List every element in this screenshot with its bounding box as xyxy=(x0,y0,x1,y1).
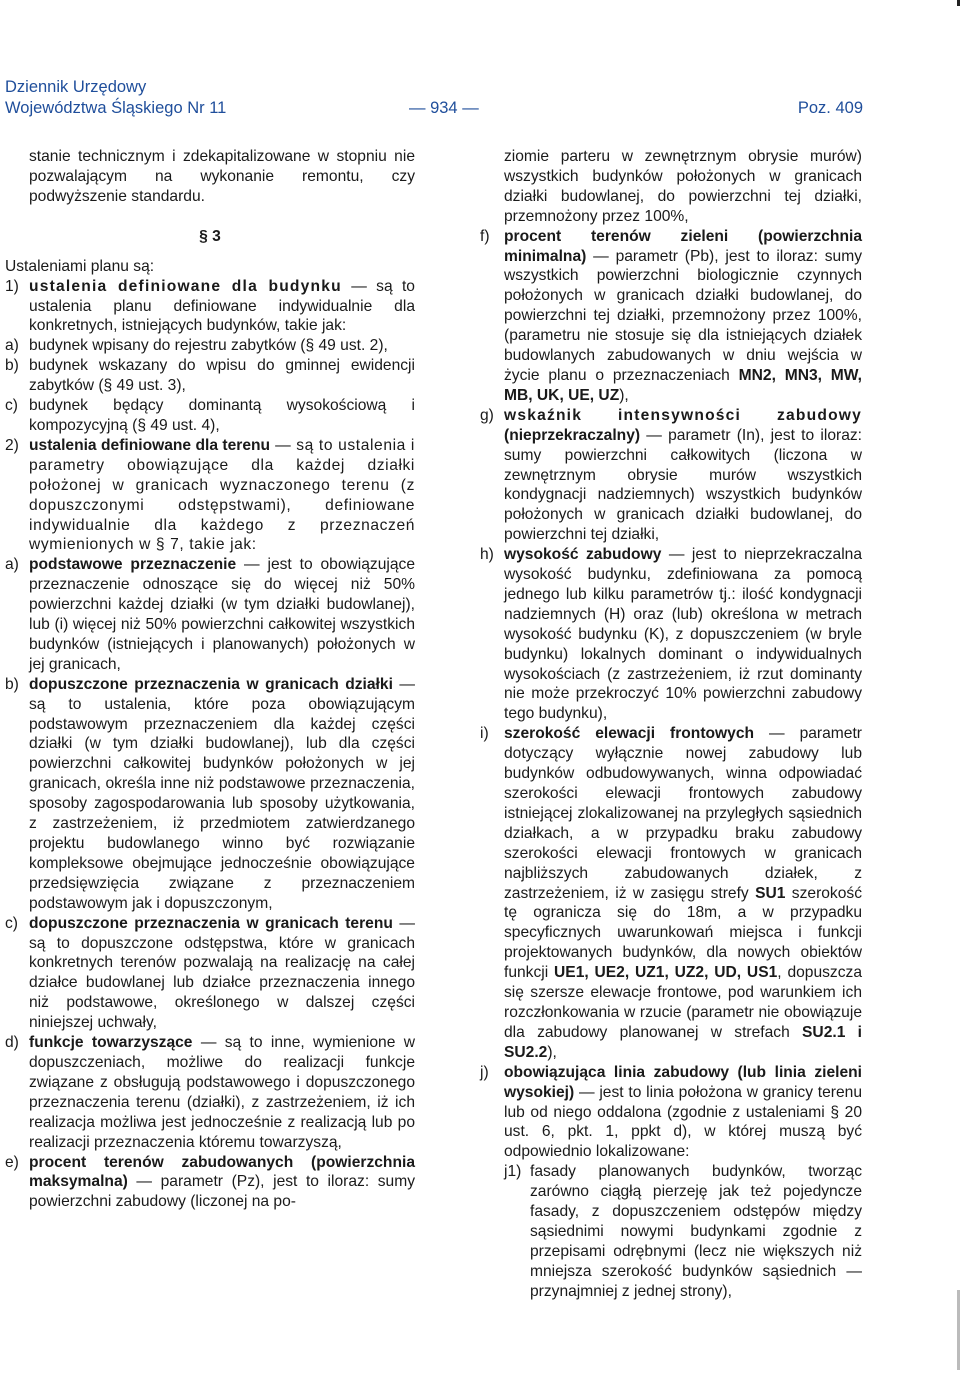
item-marker: f) xyxy=(480,227,490,245)
item-text: — jest to linia położona w granicy terenu lub od niego oddalona (zgodnie z ustaleniami § 20 ust. 6, pkt. 1, ppkt d), w której muszą być odpowiednio lokalizowane: xyxy=(504,1083,862,1161)
intro-paragraph: stanie technicznym i zdekapitalizowane w stopniu nie pozwalającym na wykonanie remontu, czy podwyższenie standardu. xyxy=(29,148,415,205)
list-item xyxy=(480,545,862,724)
item-text: szerokość tę ogranicza się do 18m, a w przypadku specyficznych uwarunkowań miejsca i funkcji projektowanych budynków, dla nowych obiektów funkcji xyxy=(504,884,862,982)
item-text: fasady planowanych budynków, tworząc zarówno ciągłą pierzeję jak też pojedyncze fasady, z dopuszczeniem odstępów między sąsiednimi nowymi budynkami zgodnie z przepisami odrębnymi (lecz nie większych niż mniejsza szerokość budynków sąsiednich — przynajmniej z jednej strony), xyxy=(530,1163,862,1300)
item-term: dopuszczone przeznaczenia w granicach terenu xyxy=(29,914,393,932)
item-marker: a) xyxy=(5,337,19,355)
item-text: — jest to nieprzekraczalna wysokość budynku, zdefiniowana za pomocą jednego lub kilku parametrów tj.: ilość kondygnacji nadziemnych (H) oraz (lub) określona w metrach wysokość budynku (K), z dopuszczeniem (w bryle budynku) lokalnych dominant o indywidualnych wysokościach (z zastrzeżeniem, iż rzut dominanty nie może przekroczyć 10% powierzchni zabudowy tego budynku), xyxy=(504,546,863,723)
item-text: budynek wpisany do rejestru zabytków (§ 49 ust. 2), xyxy=(29,337,388,355)
item-marker: h) xyxy=(480,546,494,564)
item-text: budynek wskazany do wpisu do gminnej ewidencji zabytków (§ 49 ust. 3), xyxy=(29,357,415,395)
item-text: — są to ustalenia i parametry obowiązujące dla każdej działki położonej w granicach wyznaczonego terenu (z dopuszczonymi odstępstwami), definiowane indywidualnie dla każdego z przeznaczeń wymienionych w § 7, takie jak: xyxy=(29,436,415,554)
zone-codes: MN2, MN3, MW, MB, UK, UE, UZ xyxy=(504,366,862,404)
lead-paragraph: Ustaleniami planu są: xyxy=(5,257,155,275)
item-term: obowiązująca linia zabudowy (lub linia zieleni wysokiej) xyxy=(504,1063,862,1101)
item-marker: i) xyxy=(480,725,489,743)
list-item xyxy=(480,1063,862,1163)
list-item xyxy=(5,555,415,674)
position-number: Poz. 409 xyxy=(797,99,863,117)
item-marker: a) xyxy=(5,556,19,574)
list-item xyxy=(5,436,415,555)
list-item xyxy=(5,277,415,337)
journal-title: Dziennik Urzędowy xyxy=(5,78,147,96)
item-term: wysokość zabudowy xyxy=(504,546,662,564)
item-marker: d) xyxy=(5,1034,19,1052)
item-text: — są to dopuszczone odstępstwa, które w granicach konkretnych terenów pozwalają na realizację na całej działce budowlanej lub działce przeznaczenia innego niż podstawowe, określonego w dalszej części niniejszej uchwały, xyxy=(29,914,415,1032)
continued-paragraph: ziomie parteru w zewnętrznym obrysie murów) wszystkich budynków położonych w granicach działki budowlanej, do powierzchni tej działki, przemnożony przez 100%, xyxy=(504,148,862,225)
item-term: procent terenów zieleni (powierzchnia minimalna) xyxy=(504,227,862,265)
item-text: — są to ustalenia, które poza obowiązującym podstawowym przeznaczeniem dla każdej części działki (w tym działki budowlanej), lub dla części powierzchni całkowitej budynków położonych w jej granicach, określa inne niż podstawowe przeznaczenia, sposoby zagospodarowania lub sposoby użytkowania, z zastrzeżeniem, iż przedmiotem zatwierdzanego projektu budowlanego winno być rozwiązanie kompleksowe obejmujące jednocześnie obowiązujące przedsięwzięcia związane z przeznaczeniem podstawowym jak i dopuszczonym, xyxy=(29,675,415,912)
item-marker: 1) xyxy=(5,277,19,295)
item-text: , dopuszcza się szersze elewacje frontowe, pod warunkiem ich rozczłonkowania w rzucie (parametr nie obowiązuje dla zabudowy planowanej w strefach xyxy=(504,964,862,1041)
item-marker: b) xyxy=(5,675,19,693)
item-marker: g) xyxy=(480,406,494,424)
item-term: ustalenia definiowane dla budynku xyxy=(29,277,342,295)
item-marker: b) xyxy=(5,357,19,375)
zone-codes: SU2.1 i SU2.2 xyxy=(504,1023,862,1061)
item-text: — są to inne, wymienione w dopuszczeniach, możliwe do realizacji funkcje związane z obsługują podstawowego i dopuszczonego przeznaczenia terenu (działki), z zastrzeżeniem, iż ich realizacja możliwa jest jednocześnie z realizacją lub po realizacji przeznaczenia któremu towarzyszą, xyxy=(29,1034,415,1151)
item-text: — parametr (Pb), jest to iloraz: sumy wszystkich powierzchni biologicznie czynnych położonych w granicach działki budowlanej, do powierzchni tej działki, przemnożony przez 100%, (parametru nie stosuje się dla istniejących działek budowlanych zabudowanych w dniu wejścia w życie planu o przeznaczeniach xyxy=(504,247,862,384)
item-marker: j1) xyxy=(504,1163,522,1181)
item-term: ustalenia definiowane dla terenu xyxy=(29,436,271,454)
item-text: budynek będący dominantą wysokościową i kompozycyjną (§ 49 ust. 4), xyxy=(29,397,415,434)
zone-code: SU1 xyxy=(755,884,786,902)
list-item xyxy=(5,1033,415,1152)
list-item xyxy=(480,227,862,406)
item-text: — parametr (In), jest to iloraz: sumy powierzchni całkowitych (liczona w zewnętrznym obrysie murów wszystkich kondygnacji nadziemnych) wszystkich budynków położonych w granicach działki budowlanej, do powierzchni tej działki, xyxy=(504,426,862,544)
list-item xyxy=(5,336,415,356)
list-item xyxy=(5,396,415,436)
left-column xyxy=(5,147,415,1212)
section-heading: § 3 xyxy=(199,227,221,245)
item-term-spaced: wskaźnik intensywności zabudowy xyxy=(504,406,862,424)
item-marker: j) xyxy=(480,1063,489,1081)
list-item xyxy=(504,1162,862,1301)
zone-codes: UE1, UE2, UZ1, UZ2, UD, US1 xyxy=(554,964,778,982)
page-header xyxy=(5,77,863,119)
item-marker: 2) xyxy=(5,436,19,454)
list-item xyxy=(5,1153,415,1213)
right-column xyxy=(480,147,862,1302)
item-term: szerokość elewacji frontowych xyxy=(504,725,755,743)
list-item xyxy=(5,356,415,396)
list-item xyxy=(5,675,415,914)
list-item xyxy=(480,724,862,1062)
item-marker: e) xyxy=(5,1153,19,1171)
page-number: — 934 — xyxy=(409,99,479,117)
item-term: podstawowe przeznaczenie xyxy=(29,556,237,574)
item-text: — parametr dotyczący wyłącznie nowej zabudowy lub budynków odbudowywanych, winna odpowiadać szerokości elewacji frontowych zabudowy istniejącej zlokalizowanej na przyległych sąsiednich działkach, a w przypadku braku zabudowy szerokości elewacji frontowych w granicach najbliższych zabudowanych działek, z zastrzeżeniem, iż w zasięgu strefy xyxy=(504,725,862,902)
journal-region: Województwa Śląskiego Nr 11 xyxy=(5,99,227,117)
item-text-end: ), xyxy=(547,1043,557,1061)
item-marker: c) xyxy=(5,397,18,415)
item-term: dopuszczone przeznaczenia w granicach działki xyxy=(29,675,393,693)
item-term: funkcje towarzyszące xyxy=(29,1034,193,1052)
item-term: procent terenów zabudowanych (powierzchnia maksymalna) xyxy=(29,1153,415,1191)
item-text: — są to ustalenia planu definiowane indywidualnie dla konkretnych, istniejących budynków, takie jak: xyxy=(29,277,415,335)
list-item xyxy=(5,914,415,1033)
item-term: (nieprzekraczalny) xyxy=(504,426,641,444)
item-text-end: ), xyxy=(619,386,629,404)
list-item xyxy=(480,406,862,545)
item-text: — jest to obowiązujące przeznaczenie odnoszące się do więcej niż 50% powierzchni każdej działki (w tym działki budowlanej), lub (i) więcej niż 50% powierzchni całkowitej wszystkich budynków (istniejących i planowanych) położonych w jej granicach, xyxy=(29,556,415,673)
item-marker: c) xyxy=(5,914,18,932)
item-text: — parametr (Pz), jest to iloraz: sumy powierzchni zabudowy (liczonej na po- xyxy=(29,1173,415,1211)
